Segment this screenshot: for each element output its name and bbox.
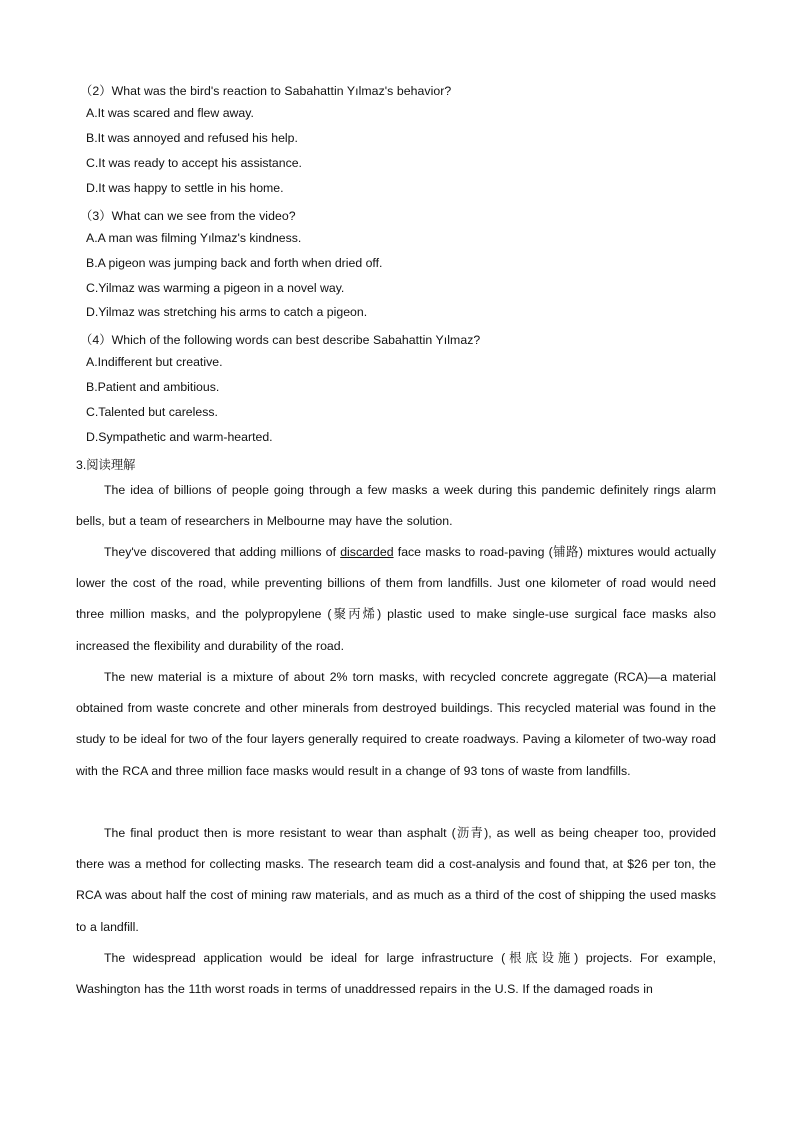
question-3-option-d: D.Yilmaz was stretching his arms to catch a pigeon. — [86, 305, 368, 319]
question-4-option-a: A.Indifferent but creative. — [86, 355, 223, 369]
question-3-option-c: C.Yilmaz was warming a pigeon in a novel way. — [86, 281, 345, 295]
passage-paragraph-2 — [76, 537, 716, 662]
question-4-option-b: B.Patient and ambitious. — [86, 380, 220, 394]
passage-paragraph-1: The idea of billions of people going through a few masks a week during this pandemic definitely rings alarm bells, but a team of researchers in Melbourne may have the solution. — [76, 483, 716, 529]
question-3-option-a: A.A man was filming Yılmaz's kindness. — [86, 231, 302, 245]
section-heading: 3.阅读理解 — [76, 458, 136, 472]
passage-paragraph-3: The new material is a mixture of about 2% torn masks, with recycled concrete aggregate (RCA)—a material obtained from waste concrete and other minerals from destroyed buildings. This recycled material was found in the study to be ideal for two of the four layers generally required to create roadways. Paving a kilometer of two-way road with the RCA and three million face masks would result in a change of 93 tons of waste from landfills. — [76, 670, 716, 778]
question-2-option-c: C.It was ready to accept his assistance. — [86, 156, 302, 170]
question-3-stem: （3）What can we see from the video? — [80, 209, 296, 223]
passage-paragraph-5: The widespread application would be ideal for large infrastructure (根底设施) projects. For example, Washington has the 11th worst roads in terms of unaddressed repairs in the U.S. If the damaged roads in — [76, 951, 716, 997]
passage-paragraph-4: The final product then is more resistant to wear than asphalt (沥青), as well as being cheaper too, provided there was a method for collecting masks. The research team did a cost-analysis and found that, at $26 per ton, the RCA was about half the cost of mining raw materials, and as much as a third of the cost of shipping the used masks to a landfill. — [76, 826, 716, 934]
paragraph-2-text-end: face masks to road-paving (铺路) mixtures would actually lower the cost of the road, while preventing billions of them from landfills. Just one kilometer of road would need three million masks, and the polypropylene (聚丙烯) plastic used to make single-use surgical face masks also increased the flexibility and durability of the road. — [76, 545, 716, 653]
paragraph-2-text-start: They've discovered that adding millions of — [104, 545, 341, 559]
question-4-option-d: D.Sympathetic and warm-hearted. — [86, 430, 273, 444]
underlined-word: discarded — [340, 545, 394, 559]
question-2-option-b: B.It was annoyed and refused his help. — [86, 131, 298, 145]
question-4-option-c: C.Talented but careless. — [86, 405, 218, 419]
question-3-option-b: B.A pigeon was jumping back and forth when dried off. — [86, 256, 383, 270]
question-4-stem: （4）Which of the following words can best describe Sabahattin Yılmaz? — [80, 333, 481, 347]
question-2-option-a: A.It was scared and flew away. — [86, 106, 254, 120]
question-2-stem: （2）What was the bird's reaction to Sabahattin Yılmaz's behavior? — [80, 84, 452, 98]
question-2-option-d: D.It was happy to settle in his home. — [86, 181, 284, 195]
